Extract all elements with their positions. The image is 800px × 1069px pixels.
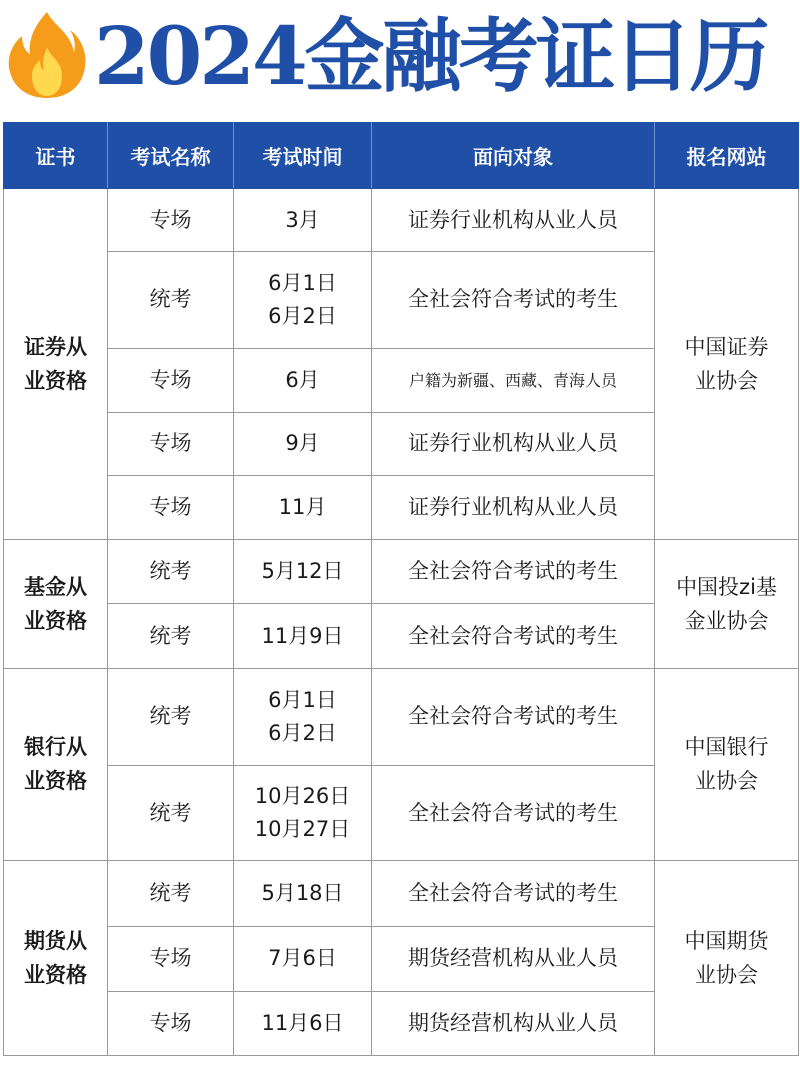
table-row bbox=[4, 540, 799, 604]
exam-name-cell: 统考 bbox=[108, 765, 234, 860]
exam-time-cell: 5月12日 bbox=[234, 540, 372, 604]
exam-name-cell: 统考 bbox=[108, 861, 234, 926]
header-exam-time: 考试时间 bbox=[234, 123, 372, 189]
exam-time-cell: 9月 bbox=[234, 412, 372, 475]
exam-time-cell: 6月1日 6月2日 bbox=[234, 668, 372, 765]
exam-name-cell: 专场 bbox=[108, 412, 234, 475]
cert-cell: 期货从 业资格 bbox=[4, 861, 108, 1056]
audience-cell: 期货经营机构从业人员 bbox=[372, 991, 655, 1055]
website-cell: 中国期货 业协会 bbox=[655, 861, 799, 1056]
exam-time-cell: 10月26日 10月27日 bbox=[234, 765, 372, 860]
cert-cell: 基金从 业资格 bbox=[4, 540, 108, 668]
exam-name-cell: 统考 bbox=[108, 604, 234, 668]
header-cert: 证书 bbox=[4, 123, 108, 189]
exam-time-cell: 11月9日 bbox=[234, 604, 372, 668]
exam-time-cell: 6月 bbox=[234, 348, 372, 412]
header-row bbox=[4, 123, 799, 189]
exam-name-cell: 专场 bbox=[108, 475, 234, 539]
exam-name-cell: 统考 bbox=[108, 668, 234, 765]
exam-name-cell: 统考 bbox=[108, 540, 234, 604]
audience-cell: 证券行业机构从业人员 bbox=[372, 475, 655, 539]
audience-cell: 证券行业机构从业人员 bbox=[372, 412, 655, 475]
cert-cell: 证券从 业资格 bbox=[4, 189, 108, 540]
audience-cell: 全社会符合考试的考生 bbox=[372, 540, 655, 604]
exam-time-cell: 11月 bbox=[234, 475, 372, 539]
header-exam-name: 考试名称 bbox=[108, 123, 234, 189]
header-website: 报名网站 bbox=[655, 123, 799, 189]
audience-cell: 全社会符合考试的考生 bbox=[372, 668, 655, 765]
exam-name-cell: 专场 bbox=[108, 926, 234, 991]
audience-cell: 期货经营机构从业人员 bbox=[372, 926, 655, 991]
title-row bbox=[0, 0, 800, 112]
audience-cell: 全社会符合考试的考生 bbox=[372, 252, 655, 348]
audience-cell: 全社会符合考试的考生 bbox=[372, 861, 655, 926]
website-cell: 中国投zi基 金业协会 bbox=[655, 540, 799, 668]
exam-time-cell: 5月18日 bbox=[234, 861, 372, 926]
page-title: 2024金融考证日历 bbox=[94, 9, 767, 103]
exam-name-cell: 专场 bbox=[108, 348, 234, 412]
table-row bbox=[4, 668, 799, 765]
cert-cell: 银行从 业资格 bbox=[4, 668, 108, 861]
exam-calendar-table bbox=[3, 122, 799, 1056]
exam-time-cell: 7月6日 bbox=[234, 926, 372, 991]
exam-name-cell: 专场 bbox=[108, 991, 234, 1055]
fire-icon bbox=[4, 8, 90, 100]
exam-time-cell: 11月6日 bbox=[234, 991, 372, 1055]
website-cell: 中国证券 业协会 bbox=[655, 189, 799, 540]
exam-time-cell: 6月1日 6月2日 bbox=[234, 252, 372, 348]
audience-cell: 全社会符合考试的考生 bbox=[372, 604, 655, 668]
website-cell: 中国银行 业协会 bbox=[655, 668, 799, 861]
exam-name-cell: 统考 bbox=[108, 252, 234, 348]
table-row bbox=[4, 861, 799, 926]
audience-cell: 户籍为新疆、西藏、青海人员 bbox=[372, 348, 655, 412]
audience-cell: 全社会符合考试的考生 bbox=[372, 765, 655, 860]
header-audience: 面向对象 bbox=[372, 123, 655, 189]
exam-name-cell: 专场 bbox=[108, 189, 234, 252]
table-row bbox=[4, 189, 799, 252]
exam-time-cell: 3月 bbox=[234, 189, 372, 252]
audience-cell: 证券行业机构从业人员 bbox=[372, 189, 655, 252]
